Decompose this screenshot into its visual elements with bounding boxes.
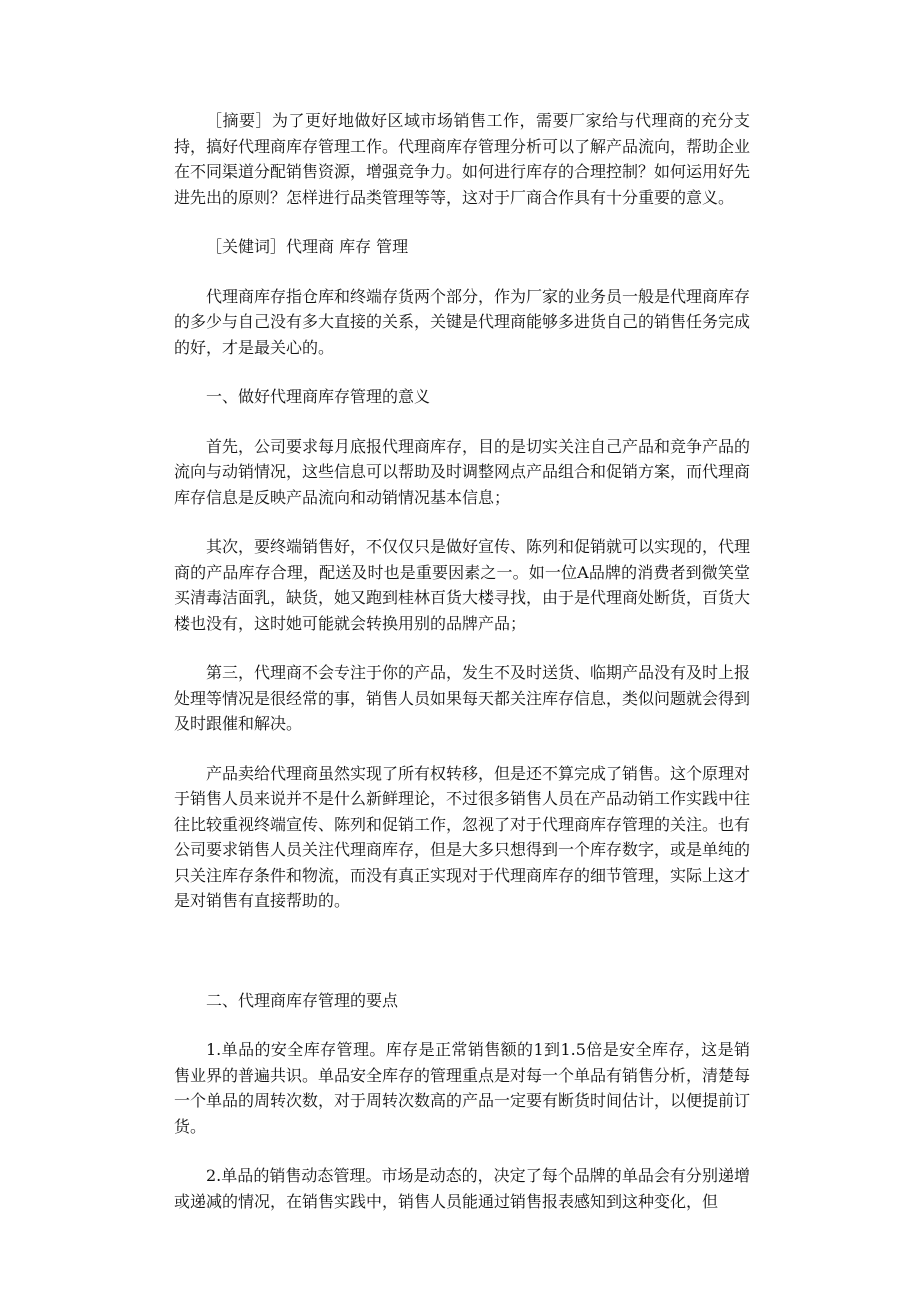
keywords-line: ［关健词］代理商 库存 管理 bbox=[206, 237, 409, 256]
section2-heading: 二、代理商库存管理的要点 bbox=[206, 990, 399, 1010]
section1-paragraph-1: 首先，公司要求每月底报代理商库存，目的是切实关注自己产品和竞争产品的流向与动销情况，这些信息可以帮助及时调整网点产品组合和促销方案，而代理商库存信息是反映产品流向和动销情况基本信息； bbox=[174, 436, 751, 507]
document-page bbox=[174, 108, 750, 1214]
abstract-paragraph: ［摘要］为了更好地做好区域市场销售工作，需要厂家给与代理商的充分支持，搞好代理商库存管理工作。代理商库存管理分析可以了解产品流向，帮助企业在不同渠道分配销售资源，增强竞争力。如何进行库存的合理控制？如何运用好先进先出的原则？怎样进行品类管理等等，这对于厂商合作具有十分重要的意义。 bbox=[174, 111, 751, 207]
section2-paragraph-1: 1.单品的安全库存管理。库存是正常销售额的1到1.5倍是安全库存，这是销售业界的普遍共识。单品安全库存的管理重点是对每一个单品有销售分析，清楚每一个单品的周转次数，对于周转次数高的产品一定要有断货时间估计，以便提前订货。 bbox=[174, 1040, 751, 1136]
section1-paragraph-3: 第三，代理商不会专注于你的产品，发生不及时送货、临期产品没有及时上报处理等情况是很经常的事，销售人员如果每天都关注库存信息，类似问题就会得到及时跟催和解决。 bbox=[174, 663, 751, 733]
section2-paragraph-2: 2.单品的销售动态管理。市场是动态的，决定了每个品牌的单品会有分别递增或递减的情况，在销售实践中，销售人员能通过销售报表感知到这种变化，但 bbox=[174, 1166, 750, 1211]
section1-heading: 一、做好代理商库存管理的意义 bbox=[206, 387, 431, 406]
intro-paragraph: 代理商库存指仓库和终端存货两个部分，作为厂家的业务员一般是代理商库存的多少与自己没有多大直接的关系，关键是代理商能够多进货自己的销售任务完成的好，才是最关心的。 bbox=[174, 286, 751, 357]
section1-paragraph-2: 其次，要终端销售好，不仅仅只是做好宣传、陈列和促销就可以实现的，代理商的产品库存合理，配送及时也是重要因素之一。如一位A品牌的消费者到微笑堂买清毒洁面乳，缺货，她又跑到桂林百货大楼寻找，由于是代理商处断货，百货大楼也没有，这时她可能就会转换用别的品牌产品； bbox=[174, 537, 751, 633]
section1-paragraph-4: 产品卖给代理商虽然实现了所有权转移，但是还不算完成了销售。这个原理对于销售人员来说并不是什么新鲜理论，不过很多销售人员在产品动销工作实践中往往比较重视终端宣传、陈列和促销工作，忽视了对于代理商库存管理的关注。也有公司要求销售人员关注代理商库存，但是大多只想得到一个库存数字，或是单纯的只关注库存条件和物流，而没有真正实现对于代理商库存的细节管理，实际上这才是对销售有直接帮助的。 bbox=[174, 763, 751, 910]
